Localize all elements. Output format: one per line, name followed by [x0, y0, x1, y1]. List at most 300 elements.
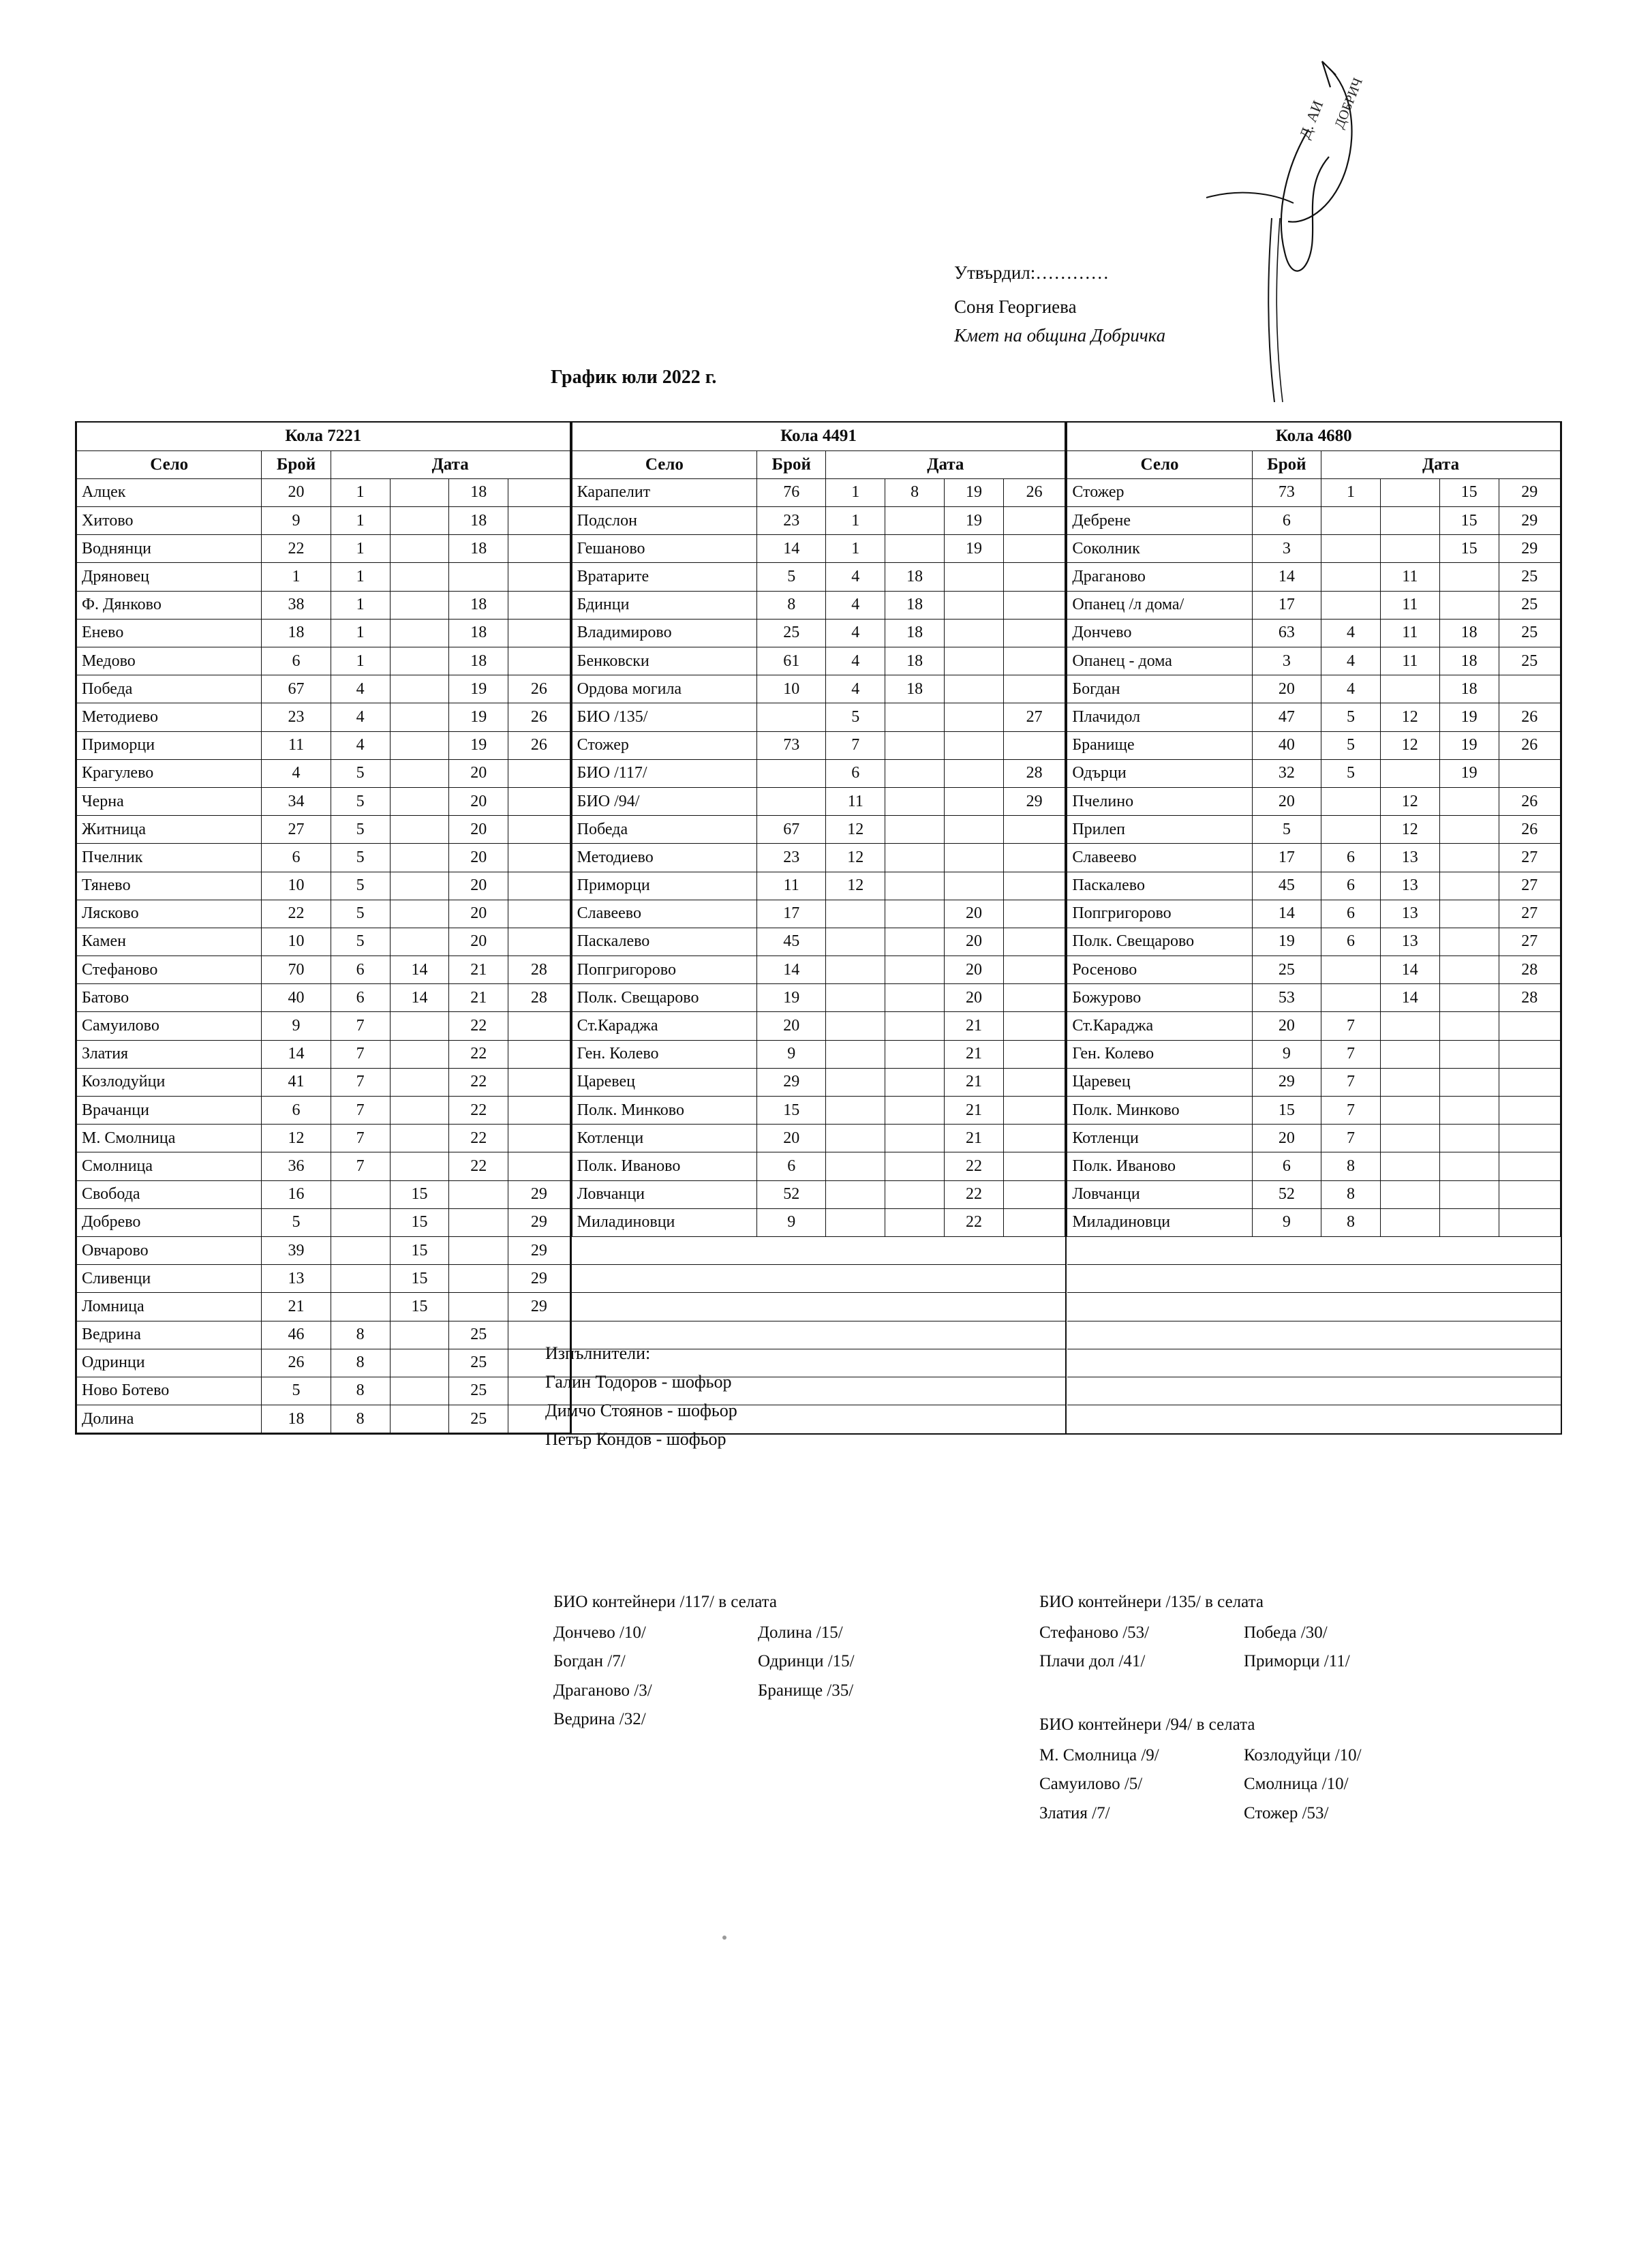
- cell-date: [1499, 759, 1560, 787]
- cell-village: Методиево: [77, 703, 262, 731]
- cell-date: [826, 1152, 885, 1180]
- table-row: [77, 1068, 570, 1096]
- cell-date: [1380, 535, 1439, 563]
- cell-date: 1: [826, 507, 885, 535]
- table-row: [572, 507, 1065, 535]
- cell-count: 63: [1252, 619, 1321, 647]
- cell-date: 20: [449, 900, 508, 928]
- approval-block: [954, 259, 1377, 350]
- cell-count: 45: [757, 928, 826, 956]
- col-header-count: Брой: [262, 450, 331, 478]
- cell-village: Крагулево: [77, 759, 262, 787]
- cell-date: 20: [449, 844, 508, 872]
- cell-date: [1003, 535, 1065, 563]
- scan-artifact-dot: [722, 1936, 726, 1940]
- cell-count: 47: [1252, 703, 1321, 731]
- bio-note-117: [553, 1588, 962, 1734]
- cell-date: 4: [331, 731, 390, 759]
- cell-count: 17: [1252, 844, 1321, 872]
- cell-date: [1321, 591, 1381, 619]
- cell-village: Ст.Караджа: [1067, 1012, 1252, 1040]
- cell-date: [885, 928, 945, 956]
- cell-village: Ф. Дянково: [77, 591, 262, 619]
- table-row: [572, 1208, 1065, 1236]
- cell-count: 17: [1252, 591, 1321, 619]
- cell-date: 18: [885, 563, 945, 591]
- cell-date: [1003, 647, 1065, 675]
- bio-entry: Одринци /15/: [758, 1652, 855, 1670]
- cell-date: [449, 1293, 508, 1321]
- table-row: [572, 759, 1065, 787]
- cell-date: [1439, 1152, 1499, 1180]
- bio-entry: Стожер /53/: [1244, 1803, 1329, 1822]
- table-row: [1067, 900, 1561, 928]
- cell-count: [757, 703, 826, 731]
- cell-count: 39: [262, 1236, 331, 1264]
- table-row: [77, 1040, 570, 1068]
- cell-date: [945, 563, 1004, 591]
- cell-date: [1380, 1152, 1439, 1180]
- cell-date: [1499, 675, 1560, 703]
- cell-date: [508, 1125, 570, 1152]
- cell-date: 13: [1380, 872, 1439, 900]
- cell-village: Ген. Колево: [572, 1040, 756, 1068]
- cell-date: 11: [1380, 647, 1439, 675]
- cell-date: [508, 844, 570, 872]
- cell-date: [508, 1097, 570, 1125]
- cell-date: [508, 507, 570, 535]
- bio-entry: Бранище /35/: [758, 1681, 854, 1700]
- cell-date: 7: [1321, 1125, 1381, 1152]
- cell-date: [1380, 1180, 1439, 1208]
- cell-date: 4: [1321, 619, 1381, 647]
- cell-date: [390, 787, 449, 815]
- cell-count: 67: [757, 816, 826, 844]
- col-header-count: Брой: [757, 450, 826, 478]
- cell-date: 11: [826, 787, 885, 815]
- cell-date: 1: [331, 647, 390, 675]
- cell-date: [1380, 1125, 1439, 1152]
- cell-date: 4: [826, 591, 885, 619]
- table-row: [572, 563, 1065, 591]
- cell-village: Козлодуйци: [77, 1068, 262, 1096]
- cell-village: Божурово: [1067, 984, 1252, 1012]
- cell-date: [1439, 1097, 1499, 1125]
- cell-count: 9: [1252, 1208, 1321, 1236]
- spacer-cell: [572, 1293, 1065, 1321]
- table-row: [1067, 844, 1561, 872]
- cell-date: 8: [331, 1377, 390, 1405]
- table-row: [77, 872, 570, 900]
- cell-village: Стожер: [1067, 478, 1252, 506]
- cell-date: 8: [1321, 1180, 1381, 1208]
- cell-date: [1499, 1180, 1560, 1208]
- cell-date: [1380, 1040, 1439, 1068]
- cell-count: 6: [1252, 1152, 1321, 1180]
- cell-date: [1380, 1012, 1439, 1040]
- cell-village: Царевец: [572, 1068, 756, 1096]
- cell-date: [1321, 816, 1381, 844]
- cell-date: [1003, 872, 1065, 900]
- bio-entry: Златия /7/: [1039, 1803, 1110, 1822]
- cell-village: Ордова могила: [572, 675, 756, 703]
- table-row: [77, 1180, 570, 1208]
- col-header-date: Дата: [826, 450, 1065, 478]
- cell-date: 29: [1003, 787, 1065, 815]
- table-row: [572, 591, 1065, 619]
- cell-count: 15: [757, 1097, 826, 1125]
- cell-count: 73: [757, 731, 826, 759]
- cell-count: 27: [262, 816, 331, 844]
- table-row: [572, 731, 1065, 759]
- cell-date: [1499, 1208, 1560, 1236]
- cell-village: Ломница: [77, 1293, 262, 1321]
- cell-date: 1: [331, 563, 390, 591]
- table-row: [77, 1349, 570, 1377]
- cell-date: [449, 563, 508, 591]
- cell-date: [885, 984, 945, 1012]
- cell-date: [1321, 507, 1381, 535]
- cell-date: [390, 619, 449, 647]
- cell-village: Черна: [77, 787, 262, 815]
- cell-date: 7: [826, 731, 885, 759]
- cell-date: 18: [885, 647, 945, 675]
- cell-count: 9: [757, 1040, 826, 1068]
- cell-date: 8: [1321, 1208, 1381, 1236]
- truck-name: Кола 4680: [1067, 423, 1561, 450]
- cell-date: 13: [1380, 844, 1439, 872]
- cell-date: [390, 1068, 449, 1096]
- cell-village: Одърци: [1067, 759, 1252, 787]
- cell-village: Батово: [77, 984, 262, 1012]
- cell-village: Карапелит: [572, 478, 756, 506]
- cell-date: [885, 507, 945, 535]
- cell-date: 5: [1321, 731, 1381, 759]
- cell-village: Сливенци: [77, 1265, 262, 1293]
- cell-village: Камен: [77, 928, 262, 956]
- cell-village: БИО /135/: [572, 703, 756, 731]
- cell-village: Опанец /л дома/: [1067, 591, 1252, 619]
- cell-count: 23: [757, 507, 826, 535]
- cell-village: Паскалево: [1067, 872, 1252, 900]
- cell-village: Хитово: [77, 507, 262, 535]
- cell-date: 4: [826, 619, 885, 647]
- cell-date: 18: [449, 535, 508, 563]
- cell-count: 36: [262, 1152, 331, 1180]
- cell-date: [1439, 1208, 1499, 1236]
- cell-date: [390, 535, 449, 563]
- cell-count: 23: [757, 844, 826, 872]
- cell-date: 20: [449, 928, 508, 956]
- cell-date: 29: [1499, 535, 1560, 563]
- col-header-village: Село: [77, 450, 262, 478]
- spacer-cell: [1067, 1321, 1561, 1349]
- cell-village: Бдинци: [572, 591, 756, 619]
- cell-date: [1499, 1012, 1560, 1040]
- cell-date: 22: [945, 1180, 1004, 1208]
- cell-date: [1003, 1208, 1065, 1236]
- cell-count: 46: [262, 1321, 331, 1349]
- cell-date: 21: [945, 1097, 1004, 1125]
- table-row: [1067, 1012, 1561, 1040]
- cell-date: [390, 1040, 449, 1068]
- cell-village: Бранище: [1067, 731, 1252, 759]
- cell-date: 1: [826, 478, 885, 506]
- cell-date: [1439, 591, 1499, 619]
- cell-date: [508, 591, 570, 619]
- cell-date: [1439, 787, 1499, 815]
- cell-date: [1003, 1125, 1065, 1152]
- cell-count: 29: [757, 1068, 826, 1096]
- executor-name: Димчо Стоянов - шофьор: [545, 1401, 737, 1421]
- cell-date: 6: [1321, 928, 1381, 956]
- cell-date: [1439, 563, 1499, 591]
- cell-count: 10: [262, 928, 331, 956]
- table-row: [77, 1405, 570, 1433]
- cell-village: Енево: [77, 619, 262, 647]
- bio-note-title: БИО контейнери /117/ в селата: [553, 1593, 777, 1611]
- cell-date: 27: [1499, 844, 1560, 872]
- cell-count: 18: [262, 1405, 331, 1433]
- cell-village: Котленци: [1067, 1125, 1252, 1152]
- cell-date: [508, 787, 570, 815]
- cell-date: 20: [945, 956, 1004, 984]
- cell-village: Победа: [572, 816, 756, 844]
- cell-date: 20: [449, 787, 508, 815]
- cell-village: Методиево: [572, 844, 756, 872]
- cell-village: Бенковски: [572, 647, 756, 675]
- cell-date: 1: [331, 619, 390, 647]
- cell-date: [826, 956, 885, 984]
- table-row: [77, 956, 570, 984]
- truck-table-7221: [76, 423, 572, 1433]
- table-row: [77, 591, 570, 619]
- cell-date: [1003, 900, 1065, 928]
- cell-date: [1439, 1068, 1499, 1096]
- cell-count: 41: [262, 1068, 331, 1096]
- cell-date: [331, 1236, 390, 1264]
- cell-count: 20: [1252, 787, 1321, 815]
- cell-date: 20: [945, 900, 1004, 928]
- cell-count: 45: [1252, 872, 1321, 900]
- cell-date: [826, 984, 885, 1012]
- cell-count: 20: [757, 1012, 826, 1040]
- cell-count: 40: [1252, 731, 1321, 759]
- cell-date: 28: [508, 984, 570, 1012]
- cell-date: [508, 535, 570, 563]
- cell-village: Лясково: [77, 900, 262, 928]
- cell-date: 7: [1321, 1012, 1381, 1040]
- cell-date: 13: [1380, 900, 1439, 928]
- table-row: [77, 619, 570, 647]
- cell-date: [945, 759, 1004, 787]
- cell-date: 20: [449, 872, 508, 900]
- cell-count: 21: [262, 1293, 331, 1321]
- col-header-village: Село: [572, 450, 756, 478]
- cell-count: 14: [757, 535, 826, 563]
- bio-note-135: [1039, 1588, 1448, 1677]
- cell-date: 15: [390, 1208, 449, 1236]
- cell-date: 4: [826, 647, 885, 675]
- cell-date: [945, 872, 1004, 900]
- cell-village: БИО /117/: [572, 759, 756, 787]
- table-row: [77, 731, 570, 759]
- cell-date: 1: [331, 478, 390, 506]
- table-row: [572, 816, 1065, 844]
- cell-count: 3: [1252, 647, 1321, 675]
- cell-date: 4: [1321, 647, 1381, 675]
- cell-date: 25: [1499, 619, 1560, 647]
- cell-date: [508, 1068, 570, 1096]
- cell-date: [885, 703, 945, 731]
- cell-date: 12: [1380, 731, 1439, 759]
- cell-date: 29: [508, 1180, 570, 1208]
- svg-text:Д. АИ: Д. АИ: [1296, 97, 1327, 141]
- cell-date: [885, 956, 945, 984]
- cell-date: [508, 759, 570, 787]
- table-row: [572, 928, 1065, 956]
- cell-date: [390, 731, 449, 759]
- cell-date: [1439, 928, 1499, 956]
- cell-date: [390, 507, 449, 535]
- table-row: [572, 844, 1065, 872]
- cell-date: 26: [1499, 816, 1560, 844]
- page-title: График юли 2022 г.: [551, 367, 717, 388]
- cell-date: 7: [1321, 1097, 1381, 1125]
- cell-date: [508, 816, 570, 844]
- table-row: [77, 647, 570, 675]
- cell-date: [1380, 507, 1439, 535]
- cell-date: 15: [390, 1265, 449, 1293]
- cell-date: [885, 1180, 945, 1208]
- cell-date: 7: [331, 1125, 390, 1152]
- cell-date: 18: [449, 591, 508, 619]
- executors-title: Изпълнители:: [545, 1343, 651, 1363]
- cell-village: Славеево: [572, 900, 756, 928]
- spacer-cell: [1067, 1265, 1561, 1293]
- cell-date: 19: [449, 703, 508, 731]
- cell-date: [331, 1265, 390, 1293]
- table-row: [77, 928, 570, 956]
- cell-count: 3: [1252, 535, 1321, 563]
- table-row: [77, 1012, 570, 1040]
- table-row: [1067, 787, 1561, 815]
- cell-count: 12: [262, 1125, 331, 1152]
- spacer-cell: [1067, 1405, 1561, 1433]
- table-row: [572, 1097, 1065, 1125]
- table-row: [77, 816, 570, 844]
- table-row: [1067, 984, 1561, 1012]
- cell-date: [945, 844, 1004, 872]
- cell-village: Житница: [77, 816, 262, 844]
- cell-date: [1380, 1097, 1439, 1125]
- cell-village: Долина: [77, 1405, 262, 1433]
- bio-note-title: БИО контейнери /94/ в селата: [1039, 1715, 1255, 1734]
- cell-village: Пчелник: [77, 844, 262, 872]
- cell-date: [826, 1012, 885, 1040]
- cell-date: 12: [1380, 816, 1439, 844]
- table-row: [77, 1321, 570, 1349]
- cell-date: 18: [449, 478, 508, 506]
- cell-count: 17: [757, 900, 826, 928]
- cell-village: Ст.Караджа: [572, 1012, 756, 1040]
- table-row: [1067, 1152, 1561, 1180]
- cell-date: [1003, 816, 1065, 844]
- truck-table-4491: [572, 423, 1067, 1433]
- cell-date: 26: [1499, 703, 1560, 731]
- executor-name: Галин Тодоров - шофьор: [545, 1372, 732, 1392]
- cell-village: Гешаново: [572, 535, 756, 563]
- cell-date: [1003, 619, 1065, 647]
- cell-date: [331, 1208, 390, 1236]
- cell-village: Подслон: [572, 507, 756, 535]
- cell-village: Свобода: [77, 1180, 262, 1208]
- cell-count: 20: [1252, 1012, 1321, 1040]
- col-header-count: Брой: [1252, 450, 1321, 478]
- cell-count: 52: [757, 1180, 826, 1208]
- cell-date: [826, 1125, 885, 1152]
- table-row: [572, 1152, 1065, 1180]
- cell-date: [1439, 1180, 1499, 1208]
- cell-date: [826, 1068, 885, 1096]
- cell-date: [390, 759, 449, 787]
- cell-village: Смолница: [77, 1152, 262, 1180]
- cell-date: 7: [331, 1040, 390, 1068]
- cell-village: Златия: [77, 1040, 262, 1068]
- cell-date: 6: [1321, 872, 1381, 900]
- cell-count: 9: [1252, 1040, 1321, 1068]
- cell-count: 6: [262, 1097, 331, 1125]
- cell-village: Пчелино: [1067, 787, 1252, 815]
- cell-date: 21: [945, 1068, 1004, 1096]
- cell-count: 6: [757, 1152, 826, 1180]
- cell-date: 20: [449, 759, 508, 787]
- cell-date: 28: [508, 956, 570, 984]
- truck-name: Кола 7221: [77, 423, 570, 450]
- cell-date: 18: [1439, 675, 1499, 703]
- cell-date: 21: [945, 1040, 1004, 1068]
- cell-date: 28: [1003, 759, 1065, 787]
- table-row: [77, 1377, 570, 1405]
- cell-date: 15: [390, 1180, 449, 1208]
- cell-date: [508, 1152, 570, 1180]
- cell-count: 5: [757, 563, 826, 591]
- bio-entry: Дончево /10/: [553, 1623, 646, 1642]
- table-row: [1067, 1180, 1561, 1208]
- table-row: [1067, 703, 1561, 731]
- table-row: [572, 675, 1065, 703]
- cell-date: 13: [1380, 928, 1439, 956]
- cell-date: [390, 928, 449, 956]
- cell-date: 25: [1499, 647, 1560, 675]
- table-row: [572, 478, 1065, 506]
- cell-village: Царевец: [1067, 1068, 1252, 1096]
- cell-date: 22: [449, 1152, 508, 1180]
- cell-date: 6: [1321, 900, 1381, 928]
- cell-village: Паскалево: [572, 928, 756, 956]
- approver-position: Кмет на община Добричка: [954, 324, 1166, 346]
- cell-date: 1: [331, 535, 390, 563]
- cell-count: 40: [262, 984, 331, 1012]
- cell-date: [1003, 675, 1065, 703]
- cell-date: 29: [1499, 507, 1560, 535]
- table-row: [572, 703, 1065, 731]
- cell-count: 11: [757, 872, 826, 900]
- cell-date: 7: [331, 1097, 390, 1125]
- cell-date: [390, 1349, 449, 1377]
- cell-date: [449, 1208, 508, 1236]
- table-row: [77, 703, 570, 731]
